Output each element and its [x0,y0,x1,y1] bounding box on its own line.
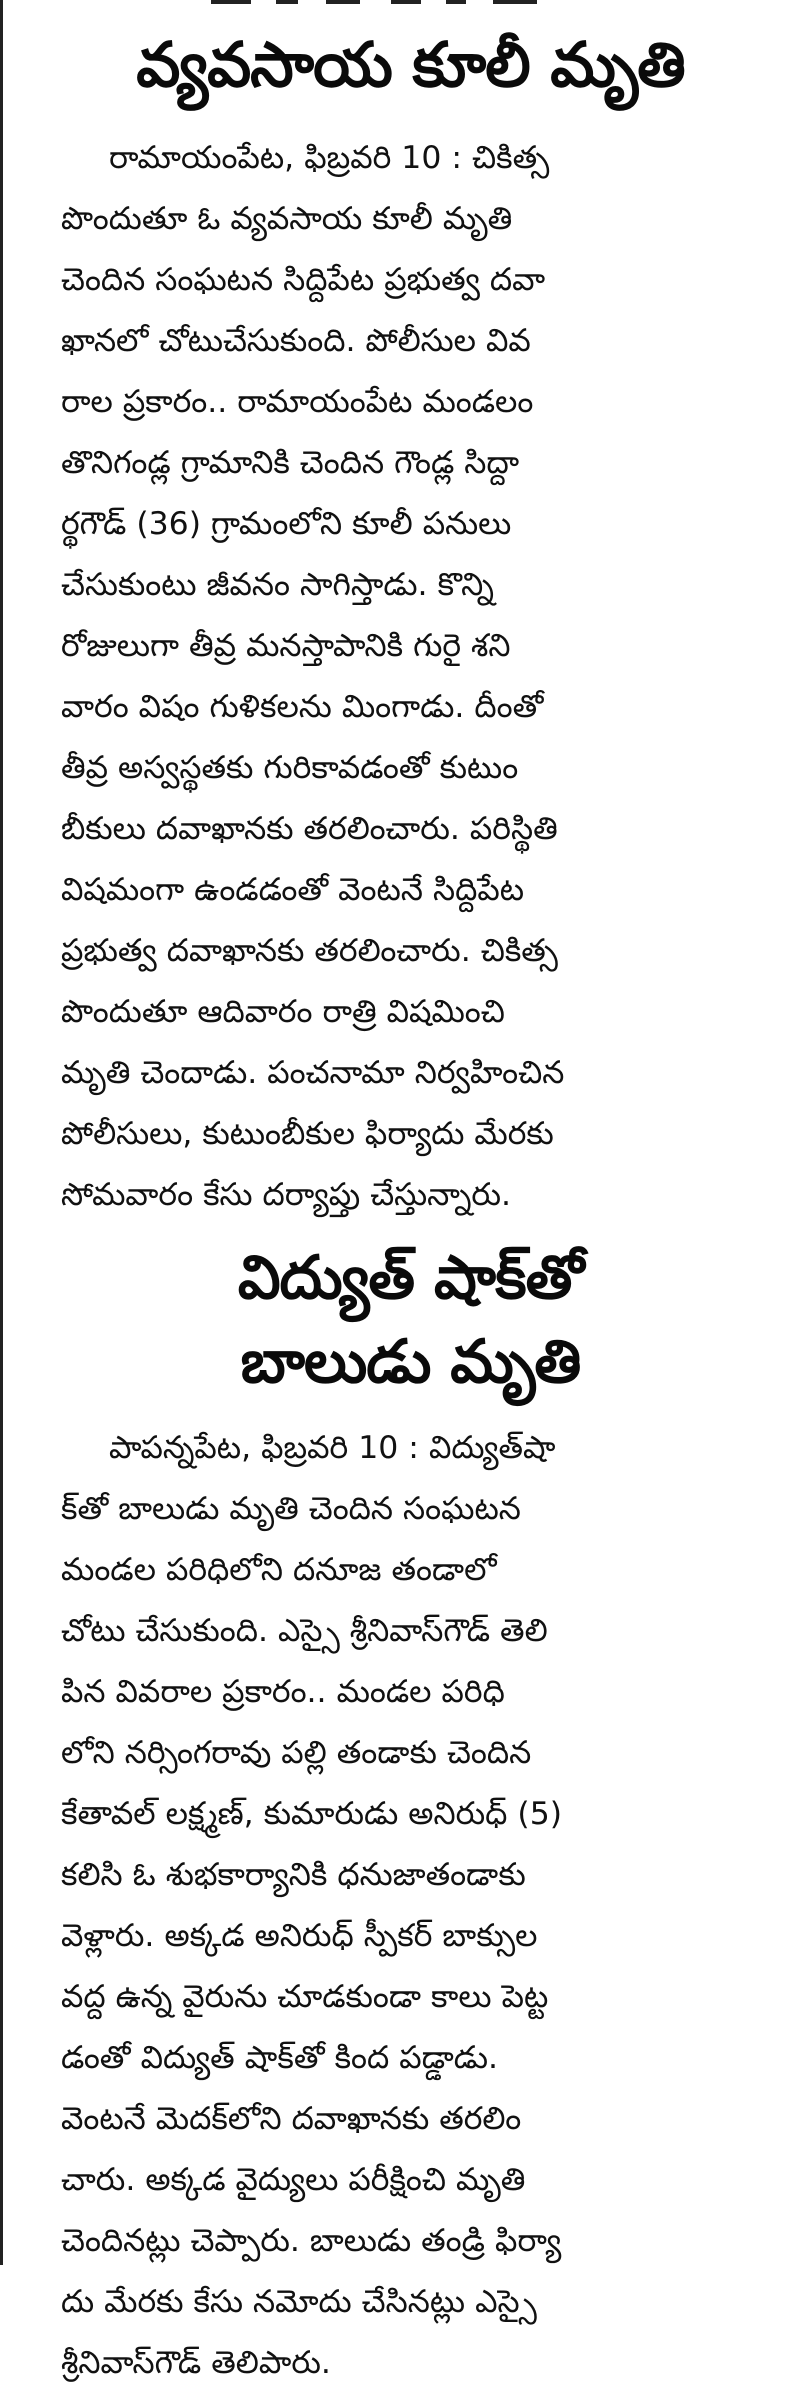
article-2-body [61,1418,760,2394]
article-1-line: చేసుకుంటు జీవనం సాగిస్తాడు. కొన్ని [61,567,494,603]
article-1-line: వారం విషం గుళికలను మింగాడు. దీంతో [61,689,544,725]
article-2-line: క్‌తో బాలుడు మృతి చెందిన సంఘటన [61,1491,521,1527]
article-2-line: వద్ద ఉన్న వైరును చూడకుండా కాలు పెట్ట [61,1979,549,2015]
article-1-line: రోజులుగా తీవ్ర మనస్తాపానికి గురై శని [61,628,511,664]
article-2-line: మండల పరిధిలోని దనూజ తండాలో [61,1552,497,1588]
article-2-line: వెంటనే మెదక్‌లోని దవాఖానకు తరలిం [61,2101,522,2137]
article-1-headline: వ్యవసాయ కూలీ మృతి [136,28,685,101]
article-1-line: బీకులు దవాఖానకు తరలించారు. పరిస్థితి [61,811,558,847]
article-1-line: తొనిగండ్ల గ్రామానికి చెందిన గౌండ్ల సిద్దా [61,445,520,481]
article-1-line: తీవ్ర అస్వస్థతకు గురికావడంతో కుటుం [61,750,519,786]
article-2-line: శ్రీనివాస్‌గౌడ్ తెలిపారు. [61,2345,331,2381]
article-2-line: కేతావల్ లక్ష్మణ్, కుమారుడు అనిరుధ్ (5) [61,1796,563,1832]
article-2-line: పాపన్నపేట, ఫిబ్రవరి 10 : విద్యుత్‌షా [109,1430,556,1466]
article-1-line: విషమంగా ఉండడంతో వెంటనే సిద్దిపేట [61,872,525,908]
article-2-line: డంతో విద్యుత్ షాక్‌తో కింద పడ్డాడు. [61,2040,499,2076]
article-2-line: దు మేరకు కేసు నమోదు చేసినట్లు ఎస్సై [61,2284,537,2320]
article-2-line: చారు. అక్కడ వైద్యులు పరీక్షించి మృతి [61,2162,526,2198]
article-1-line: ఖానలో చోటుచేసుకుంది. పోలీసుల వివ [61,323,531,359]
cropped-text-remnant [61,0,760,18]
article-1-body [61,128,760,1226]
article-2-headline-line-2: బాలుడు మృతి [240,1327,581,1397]
article-2-headline-line-1: విద్యుత్ షాక్‌తో [237,1243,584,1313]
article-2-line: కలిసి ఓ శుభకార్యానికి ధనుజాతండాకు [61,1857,526,1893]
article-farm-labourer-death [61,22,760,1226]
article-2-line: వెళ్లారు. అక్కడ అనిరుధ్ స్పీకర్ బాక్సుల [61,1918,538,1954]
article-2-line: పిన వివరాల ప్రకారం.. మండల పరిధి [61,1674,505,1710]
article-1-line: ప్రభుత్వ దవాఖానకు తరలించారు. చికిత్స [61,933,558,969]
article-2-line: చోటు చేసుకుంది. ఎస్సై శ్రీనివాస్‌గౌడ్ తెలి [61,1613,548,1649]
article-2-line: చెందినట్లు చెప్పారు. బాలుడు తండ్రి ఫిర్యా [61,2223,562,2259]
article-1-line: మృతి చెందాడు. పంచనామా నిర్వహించిన [61,1055,565,1091]
article-1-line: ర్థగౌడ్ (36) గ్రామంలోని కూలీ పనులు [61,506,512,542]
article-1-line: పొందుతూ ఆదివారం రాత్రి విషమించి [61,994,505,1030]
article-1-line: పొందుతూ ఓ వ్యవసాయ కూలీ మృతి [61,201,513,237]
article-1-line: చెందిన సంఘటన సిద్దిపేట ప్రభుత్వ దవా [61,262,546,298]
article-1-line: రాల ప్రకారం.. రామాయంపేట మండలం [61,384,534,420]
article-1-line: పోలీసులు, కుటుంబీకుల ఫిర్యాదు మేరకు [61,1116,554,1152]
article-2-line: లోని నర్సింగరావు పల్లి తండాకు చెందిన [61,1735,532,1771]
article-1-line: సోమవారం కేసు దర్యాప్తు చేస్తున్నారు. [61,1177,511,1213]
article-electric-shock-death [61,1236,760,2394]
article-1-line: రామాయంపేట, ఫిబ్రవరి 10 : చికిత్స [109,140,550,176]
